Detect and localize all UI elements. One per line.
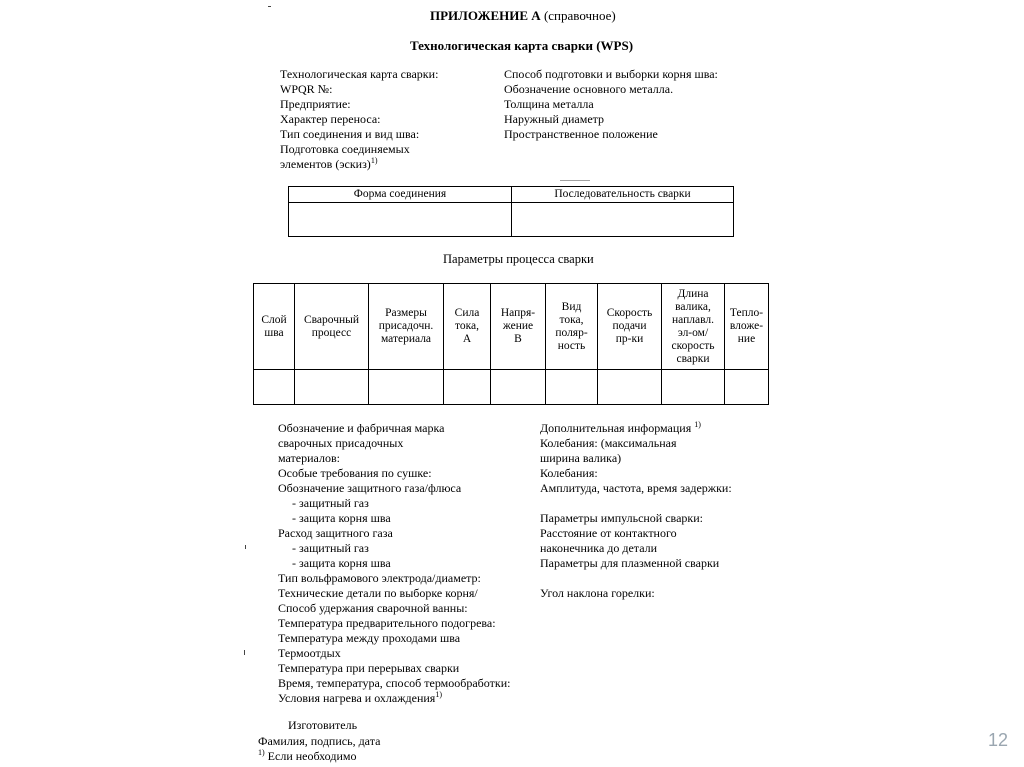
scan-speck <box>244 650 245 655</box>
joint-table <box>288 186 734 237</box>
maker-footnote <box>258 749 356 764</box>
params-header-line: ность <box>557 339 586 352</box>
lower-left-line <box>278 691 510 706</box>
params-header-line: Слой <box>261 313 287 326</box>
lower-left-line: Температура при перерывах сварки <box>278 661 460 675</box>
header-right-line: Толщина металла <box>504 97 594 111</box>
params-header-line: процесс <box>311 326 352 339</box>
lower-right-line: ширина валика) <box>540 451 622 465</box>
lower-right-line: Колебания: <box>540 466 598 480</box>
params-cell[interactable] <box>725 370 769 405</box>
params-header-line: Вид <box>561 300 582 313</box>
lower-right-line: Параметры для плазменной сварки <box>540 556 720 570</box>
lower-left-line: Тип вольфрамового электрода/диаметр: <box>278 571 481 585</box>
wps-subtitle: Технологическая карта сварки (WPS) <box>410 38 634 53</box>
scan-speck <box>560 180 590 181</box>
lower-left-line: Особые требования по сушке: <box>278 466 432 480</box>
lower-right-line: Амплитуда, частота, время задержки: <box>540 481 732 495</box>
params-title: Параметры процесса сварки <box>443 252 594 266</box>
params-header-bead-length <box>662 284 725 370</box>
header-left-line: Тип соединения и вид шва: <box>280 127 420 141</box>
lower-right-line <box>540 421 732 436</box>
params-cell[interactable] <box>491 370 546 405</box>
lower-right-line-text: Дополнительная информация <box>540 421 692 435</box>
params-header-line: сварки <box>676 352 710 365</box>
params-header-line: шва <box>264 326 284 339</box>
header-right-line: Обозначение основного металла. <box>504 82 674 96</box>
lower-left-line: Температура между проходами шва <box>278 631 461 645</box>
lower-left-line: Технические детали по выборке корня/ <box>278 586 478 600</box>
lower-left-line: Расход защитного газа <box>278 526 393 540</box>
header-left-line: Технологическая карта сварки: <box>280 67 439 81</box>
params-header-current-type <box>546 284 598 370</box>
lower-left-line-text: Условия нагрева и охлаждения <box>278 691 436 705</box>
params-header-line: В <box>514 333 522 345</box>
header-left-line: Характер переноса: <box>280 112 381 126</box>
params-header-line: присадочн. <box>378 320 434 332</box>
params-header-line: Сварочный <box>303 313 360 326</box>
params-header-line: жение <box>502 320 534 332</box>
appendix-title <box>430 8 616 24</box>
maker-footnote-text: Если необходимо <box>267 749 357 763</box>
params-header-line: тока, <box>454 320 480 332</box>
lower-right-line: Параметры импульсной сварки: <box>540 511 703 525</box>
header-right-block <box>504 67 718 142</box>
lower-left-line: Время, температура, способ термообработки: <box>278 676 511 690</box>
params-header-line: валика, <box>675 300 711 313</box>
scan-speck <box>245 545 246 549</box>
params-header-line: поляр- <box>555 326 588 339</box>
header-left-line: Предприятие: <box>280 97 351 111</box>
footnote-mark: 1) <box>694 420 701 429</box>
lower-left-line: Термоотдых <box>278 646 341 660</box>
footnote-mark: 1) <box>370 156 378 165</box>
params-cell[interactable] <box>444 370 491 405</box>
params-cell[interactable] <box>662 370 725 405</box>
params-cell[interactable] <box>369 370 444 405</box>
page-number: 12 <box>987 730 1008 750</box>
params-header-line: наплавл. <box>672 313 714 326</box>
params-header-line: А <box>462 333 472 345</box>
params-cell[interactable] <box>598 370 662 405</box>
params-header-voltage <box>491 284 546 370</box>
lower-left-line: материалов: <box>278 451 340 465</box>
lower-right-line: Угол наклона горелки: <box>540 586 655 600</box>
params-cell[interactable] <box>546 370 598 405</box>
footnote-mark: 1) <box>435 690 443 699</box>
params-header-line: эл-ом/ <box>677 326 709 339</box>
header-right-line: Способ подготовки и выборки корня шва: <box>504 67 718 81</box>
params-header-line: подачи <box>612 320 647 332</box>
lower-left-block <box>278 421 510 706</box>
header-right-line: Пространственное положение <box>504 127 658 141</box>
lower-left-line: Обозначение и фабричная марка <box>278 421 445 435</box>
params-header-line: вложе- <box>729 320 764 332</box>
joint-form-cell[interactable] <box>289 203 512 237</box>
params-header-line: Тепло- <box>729 307 764 319</box>
params-header-line: Длина <box>677 287 709 300</box>
appendix-title-text: ПРИЛОЖЕНИЕ А <box>430 8 541 23</box>
lower-right-line <box>540 496 732 511</box>
lower-right-line: наконечника до детали <box>540 541 658 555</box>
params-header-line: пр-ки <box>615 333 644 345</box>
params-header-feed-speed <box>598 284 662 370</box>
lower-left-line: Температура предварительного подогрева: <box>278 616 496 630</box>
header-left-line <box>280 157 438 172</box>
header-left-line-text: элементов (эскиз) <box>280 157 371 171</box>
header-left-block <box>280 67 438 172</box>
header-right-line: Наружный диаметр <box>504 112 605 126</box>
params-header-line: тока, <box>559 313 584 326</box>
params-header-line: материала <box>380 333 432 345</box>
lower-left-line: - защитный газ <box>292 496 369 510</box>
params-header-current <box>444 284 491 370</box>
params-header-heat-input <box>725 284 769 370</box>
params-header-line: скорость <box>671 339 715 352</box>
lower-right-line <box>540 571 732 586</box>
params-header-line: Скорость <box>606 307 653 319</box>
footnote-mark: 1) <box>258 748 265 757</box>
scan-speck <box>268 6 271 7</box>
weld-sequence-cell[interactable] <box>512 203 734 237</box>
maker-label: Изготовитель <box>288 718 358 732</box>
lower-left-line: - защита корня шва <box>292 511 391 525</box>
params-table <box>253 283 769 405</box>
header-left-line: Подготовка соединяемых <box>280 142 410 156</box>
lower-left-line: Обозначение защитного газа/флюса <box>278 481 462 495</box>
params-header-layer <box>254 284 295 370</box>
lower-right-line: Колебания: (максимальная <box>540 436 677 450</box>
lower-right-line: Расстояние от контактного <box>540 526 677 540</box>
joint-form-header: Форма соединения <box>289 187 512 203</box>
lower-left-line: сварочных присадочных <box>278 436 404 450</box>
params-header-line: Сила <box>454 307 480 319</box>
lower-left-line: - защитный газ <box>292 541 369 555</box>
weld-sequence-header: Последовательность сварки <box>512 187 734 203</box>
lower-left-line: Способ удержания сварочной ванны: <box>278 601 468 615</box>
params-header-filler-size <box>369 284 444 370</box>
params-cell[interactable] <box>295 370 369 405</box>
params-header-line: Размеры <box>385 307 427 319</box>
params-cell[interactable] <box>254 370 295 405</box>
params-header-line: ние <box>737 333 756 345</box>
header-left-line: WPQR №: <box>280 82 333 96</box>
lower-right-block <box>540 421 732 601</box>
params-header-process <box>295 284 369 370</box>
params-header-line: Напря- <box>500 307 536 319</box>
appendix-note: (справочное) <box>543 8 616 23</box>
maker-signature: Фамилия, подпись, дата <box>258 734 381 748</box>
lower-left-line: - защита корня шва <box>292 556 391 570</box>
